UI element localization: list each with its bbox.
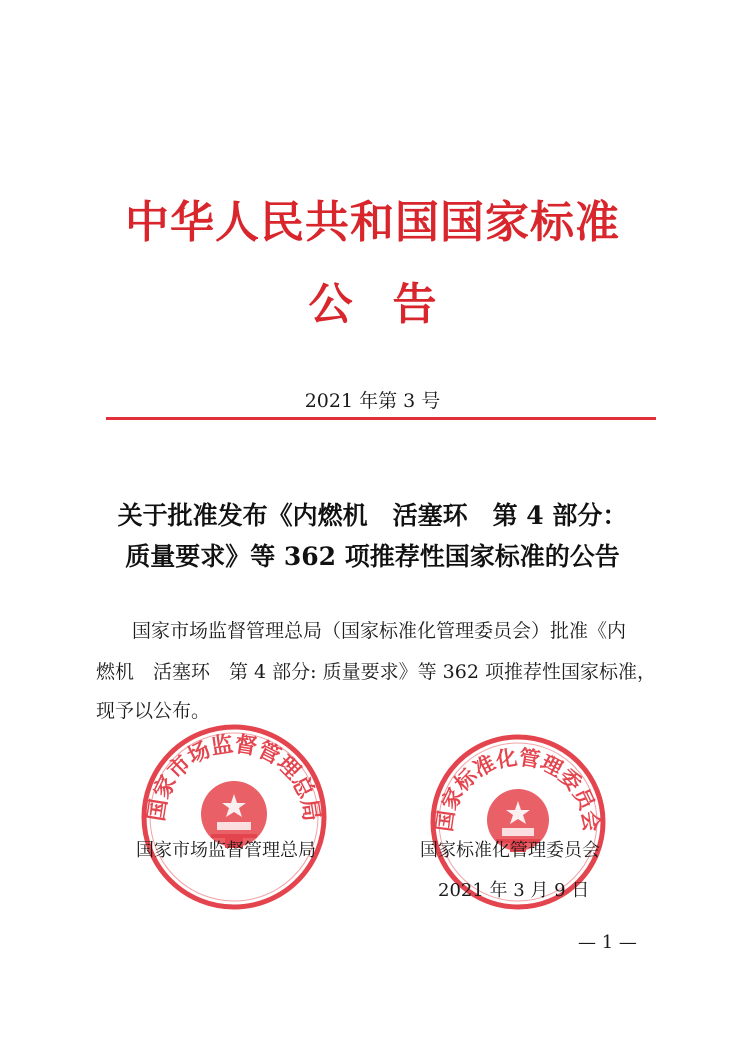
body-line3: 现予以公布。 [96, 700, 211, 722]
page-number: — 1 — [578, 932, 637, 953]
red-divider [106, 417, 656, 420]
seal-text-left: 国家市场监督管理总局 [144, 732, 324, 823]
seal-text-right: 国家标准化管理委员会 [432, 745, 604, 834]
signature-sac: 国家标准化管理委员会 [420, 840, 600, 861]
body-line2: 燃机 活塞环 第 4 部分: 质量要求》等 362 项推荐性国家标准， [96, 661, 656, 683]
announcement-title-line2: 质量要求》等 362 项推荐性国家标准的公告 [125, 542, 620, 571]
masthead-title: 中华人民共和国国家标准 [125, 197, 620, 248]
announcement-title-line1: 关于批准发布《内燃机 活塞环 第 4 部分： [117, 501, 628, 530]
official-seal-samr [139, 722, 329, 912]
body-line1: 国家市场监督管理总局（国家标准化管理委员会）批准《内 [132, 620, 627, 642]
masthead-subtitle: 公告 [308, 279, 477, 330]
issue-number: 2021 年第 3 号 [304, 390, 441, 412]
issue-date: 2021 年 3 月 9 日 [438, 880, 590, 901]
signature-samr: 国家市场监督管理总局 [136, 840, 316, 861]
